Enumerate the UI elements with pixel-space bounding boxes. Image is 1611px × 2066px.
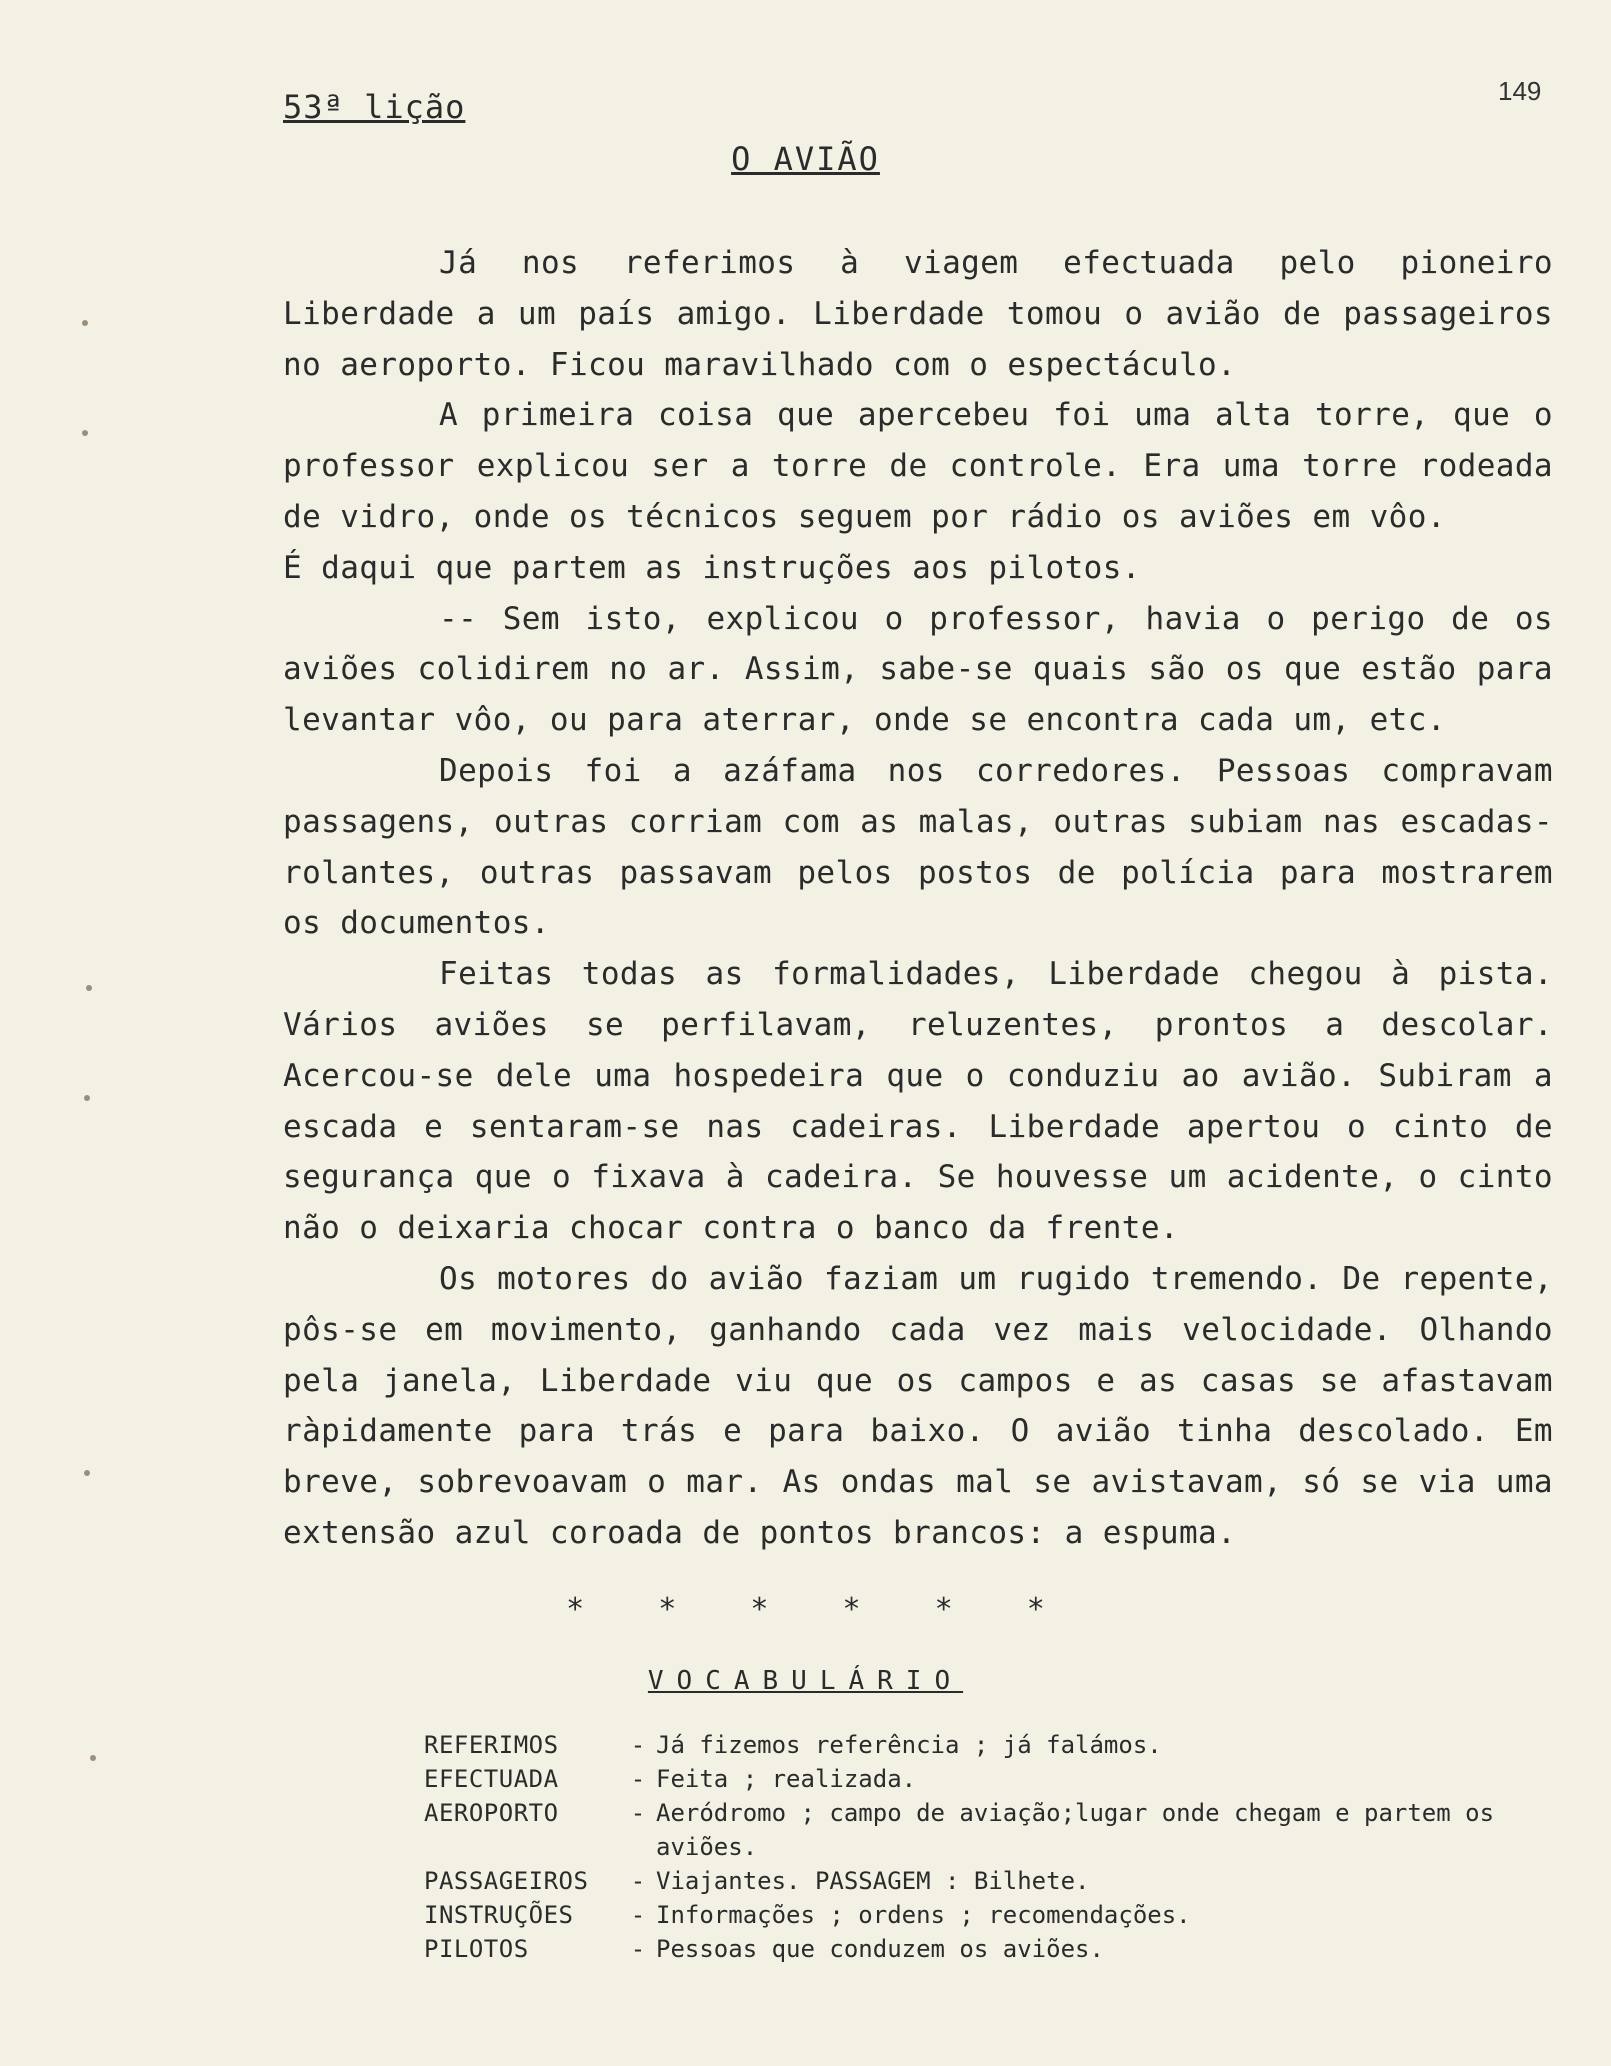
dash: - [630, 1901, 646, 1929]
paragraph: Depois foi a azáfama nos corredores. Pessoas compravam passagens, outras corriam com as malas, outras subiam nas escadas-rolantes, outras passavam pelos postos de polícia para mostrarem os documentos. [283, 752, 1553, 942]
paragraph: Feitas todas as formalidades, Liberdade chegou à pista. Vários aviões se perfilavam, reluzentes, prontos a descolar. Acercou-se dele uma hospedeira que o conduziu ao avião. Subiram a escada e sentaram-se nas cadeiras. Liberdade apertou o cinto de segurança que o fixava à cadeira. Se houvesse um acidente, o cinto não o deixaria chocar contra o banco da frente. [283, 956, 1553, 1247]
lesson-number: 53ª lição [283, 88, 466, 126]
margin-mark [86, 985, 92, 991]
text-body [283, 238, 1553, 1559]
vocabulary-definition: Pessoas que conduzem os aviões. [656, 1935, 1104, 1963]
vocabulary-entry [424, 1762, 1544, 1796]
vocabulary-term: INSTRUÇÕES [424, 1901, 574, 1929]
paragraph: A primeira coisa que apercebeu foi uma alta torre, que o professor explicou ser a torre de controle. Era uma torre rodeada de vidro, onde os técnicos seguem por rádio os aviões em vôo. [283, 397, 1553, 535]
margin-mark [84, 1095, 90, 1101]
paragraph: Os motores do avião faziam um rugido tremendo. De repente, pôs-se em movimento, ganhando cada vez mais velocidade. Olhando pela janela, Liberdade viu que os campos e as casas se afastavam ràpidamente para trás e para baixo. O avião tinha descolado. Em breve, sobrevoavam o mar. As ondas mal se avistavam, só se via uma extensão azul coroada de pontos brancos: a espuma. [283, 1260, 1553, 1551]
vocabulary-term: PILOTOS [424, 1935, 529, 1963]
vocabulary-definition: Já fizemos referência ; já falámos. [656, 1731, 1162, 1759]
vocabulary-title: VOCABULÁRIO [647, 1666, 964, 1696]
dash: - [630, 1867, 646, 1895]
vocabulary-entry [424, 1932, 1544, 1966]
page-title: O AVIÃO [731, 140, 880, 178]
vocabulary-entry [424, 1728, 1544, 1762]
margin-mark [90, 1755, 96, 1761]
margin-mark [82, 320, 88, 326]
vocabulary-entry [424, 1796, 1544, 1864]
vocabulary-term: EFECTUADA [424, 1765, 559, 1793]
vocabulary-definition: Aeródromo ; campo de aviação;lugar onde chegam e partem os aviões. [656, 1799, 1495, 1861]
dash: - [630, 1731, 646, 1759]
vocabulary-term: AEROPORTO [424, 1799, 559, 1827]
vocabulary-definition: Informações ; ordens ; recomendações. [656, 1901, 1191, 1929]
dash: - [630, 1799, 646, 1827]
section-separator: * * * * * * [566, 1592, 1045, 1627]
dash: - [630, 1935, 646, 1963]
dash: - [630, 1765, 646, 1793]
paragraph: Já nos referimos à viagem efectuada pelo pioneiro Liberdade a um país amigo. Liberdade tomou o avião de passageiros no aeroporto. Ficou maravilhado com o espectáculo. [283, 245, 1553, 383]
vocabulary-definition: Feita ; realizada. [656, 1765, 917, 1793]
page-number: 149 [1498, 76, 1542, 106]
margin-mark [84, 1470, 90, 1476]
vocabulary-entry [424, 1864, 1544, 1898]
vocabulary-definition: Viajantes. PASSAGEM : Bilhete. [656, 1867, 1090, 1895]
vocabulary-term: PASSAGEIROS [424, 1867, 589, 1895]
vocabulary-term: REFERIMOS [424, 1731, 559, 1759]
paragraph: -- Sem isto, explicou o professor, havia o perigo de os aviões colidirem no ar. Assim, sabe-se quais são os que estão para levantar vôo, ou para aterrar, onde se encontra cada um, etc. [283, 600, 1553, 739]
paragraph: É daqui que partem as instruções aos pilotos. [283, 549, 1141, 586]
vocabulary-entry [424, 1898, 1544, 1932]
vocabulary-list [424, 1728, 1544, 1966]
margin-mark [82, 430, 88, 436]
